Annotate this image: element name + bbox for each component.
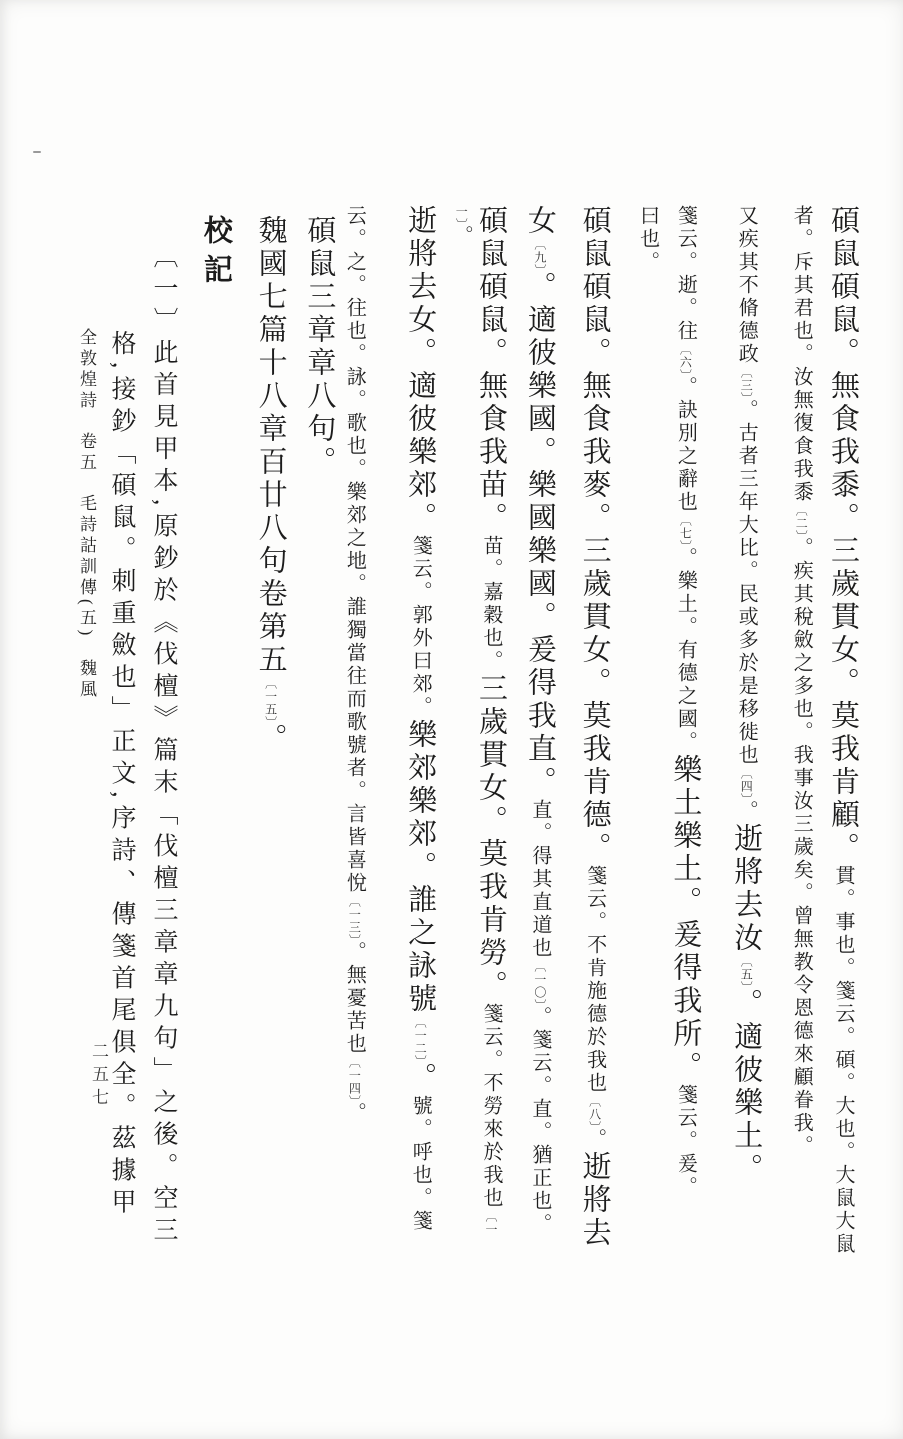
text-segment: 號。呼也。箋 <box>409 1095 432 1233</box>
collation-note-number: 〔七〕 <box>678 514 693 547</box>
shuoshu-stanza-3-continue-column <box>402 205 437 1271</box>
running-title <box>74 328 97 721</box>
scan-artifact-dash <box>33 151 41 153</box>
text-segment: 。 <box>343 1102 366 1125</box>
text-segment: 樂郊樂郊。誰之詠號 <box>404 719 437 1016</box>
text-segment: 又疾其不脩德政 <box>735 205 758 366</box>
text-segment: 。 <box>735 800 758 823</box>
text-segment: 逝將去女。適彼樂郊。 <box>404 205 437 535</box>
collation-note-number: 〔一五〕 <box>263 677 278 723</box>
collation-note-number: 〔五〕 <box>739 955 754 988</box>
collation-note-number: 〔一一〕 <box>454 205 499 1236</box>
shuoshu-stanza-2-column <box>577 205 612 1271</box>
shuoshu-stanza-2-continue-column <box>522 205 557 1271</box>
text-segment: 曰也。 <box>636 205 659 274</box>
text-segment: 箋云。逝。往 <box>674 205 697 343</box>
text-segment: 箋云。不肯施德於我也 <box>583 865 606 1095</box>
collation-note-number: 〔二〕 <box>794 504 809 537</box>
collation-note-number: 〔六〕 <box>678 343 693 376</box>
shuoshu-stanza-3-column <box>449 205 508 1271</box>
running-title-part: 魏風 <box>76 659 96 702</box>
text-segment: 女 <box>523 205 556 238</box>
text-segment: 箋云。爰。 <box>674 1084 697 1199</box>
text-segment: 三歲貫女。莫我肯勞。 <box>475 673 508 1003</box>
page-number: 二五七 <box>89 1042 108 1111</box>
shuoshu-commentary-3-column <box>342 205 366 1271</box>
text-segment: 校記 <box>199 215 232 293</box>
text-segment: 。樂土。有德之國。 <box>674 547 697 754</box>
shuoshu-stanza-1-column <box>825 205 860 1271</box>
text-segment: 。 <box>450 225 473 248</box>
main-text-block <box>106 205 860 1271</box>
text-segment: 。 <box>404 1062 437 1095</box>
text-segment: 云。之。往也。詠。歌也。樂郊之地。誰獨當往而歌號者。言皆喜悅 <box>343 205 366 895</box>
text-segment: 。 <box>583 1128 606 1151</box>
collation-note-number: 〔四〕 <box>739 767 754 800</box>
shuoshu-jian-1-column <box>668 205 703 1271</box>
text-segment: 箋云。不勞來於我也 <box>480 1003 503 1210</box>
collation-note-number: 〔八〕 <box>587 1095 602 1128</box>
text-segment: 。 <box>254 723 287 756</box>
shuoshu-commentary-1c-column <box>636 205 660 1271</box>
text-segment: 碩鼠碩鼠。無食我苗。 <box>475 205 508 535</box>
text-segment: 。無憂苦也 <box>343 941 366 1056</box>
text-segment: 碩鼠碩鼠。無食我麥。三歲貫女。莫我肯德。 <box>578 205 611 865</box>
text-segment: 魏國七篇十八章百廿八句卷第五 <box>254 215 287 677</box>
collation-note-number: 〔一〇〕 <box>532 960 547 1006</box>
text-segment: 樂土樂土。爰得我所。 <box>669 754 702 1084</box>
text-segment: 格,接鈔「碩鼠。刺重斂也」正文,序詩、傳箋首尾俱全。茲據甲 <box>108 330 136 1221</box>
text-segment: 。古者三年大比。民或多於是移徙也 <box>735 399 758 767</box>
running-title-part: 全敦煌詩 <box>76 328 96 412</box>
collation-note-number: 〔一四〕 <box>347 1056 362 1102</box>
text-segment: 貫。事也。箋云。碩。大也。大鼠大鼠 <box>832 865 854 1256</box>
text-segment: 。訣別之辭也 <box>674 376 697 514</box>
text-segment: 碩鼠三章章八句。 <box>303 215 336 479</box>
shuoshu-commentary-1a-column <box>789 205 813 1271</box>
collation-note-number: 〔九〕 <box>532 238 547 271</box>
collation-note-number: 〔三〕 <box>739 366 754 399</box>
text-segment: 直。得其直道也 <box>528 799 551 960</box>
text-segment: 。適彼樂國。樂國樂國。爰得我直。 <box>523 271 556 799</box>
text-segment: 。適彼樂土。 <box>730 988 763 1186</box>
text-segment: 。疾其稅斂之多也。我事汝三歲矣。曾無教令恩德來顧眷我。 <box>790 537 813 1158</box>
volume-colophon-column <box>253 205 288 1271</box>
collation-note-1-column <box>148 205 178 1271</box>
collation-note-number: 〔一三〕 <box>347 895 362 941</box>
collation-note-number: 〔一二〕 <box>413 1016 428 1062</box>
running-title-part: 毛詩詁訓傳(五) <box>76 494 96 640</box>
collation-notes-header <box>198 205 233 1271</box>
text-segment: 。箋云。直。猶正也。 <box>528 1006 551 1236</box>
chapter-colophon-column <box>302 205 337 1271</box>
running-title-part: 卷五 <box>76 432 96 474</box>
text-segment: 逝將去汝 <box>730 823 763 955</box>
text-segment: 碩鼠碩鼠。無食我黍。三歲貫女。莫我肯顧。 <box>827 205 859 865</box>
text-segment: 逝將去 <box>578 1151 611 1250</box>
text-segment: 箋云。郭外曰郊。 <box>409 535 432 719</box>
text-segment: 者。斥其君也。汝無復食我黍 <box>790 205 813 504</box>
text-segment: 〔一〕此首見甲本,原鈔於《伐檀》篇末「伐檀三章章九句」之後。空三 <box>150 243 178 1249</box>
text-segment: 苗。嘉穀也。 <box>480 535 503 673</box>
collation-note-1-continue-column <box>106 205 136 1271</box>
shuoshu-commentary-1b-column <box>728 205 763 1271</box>
